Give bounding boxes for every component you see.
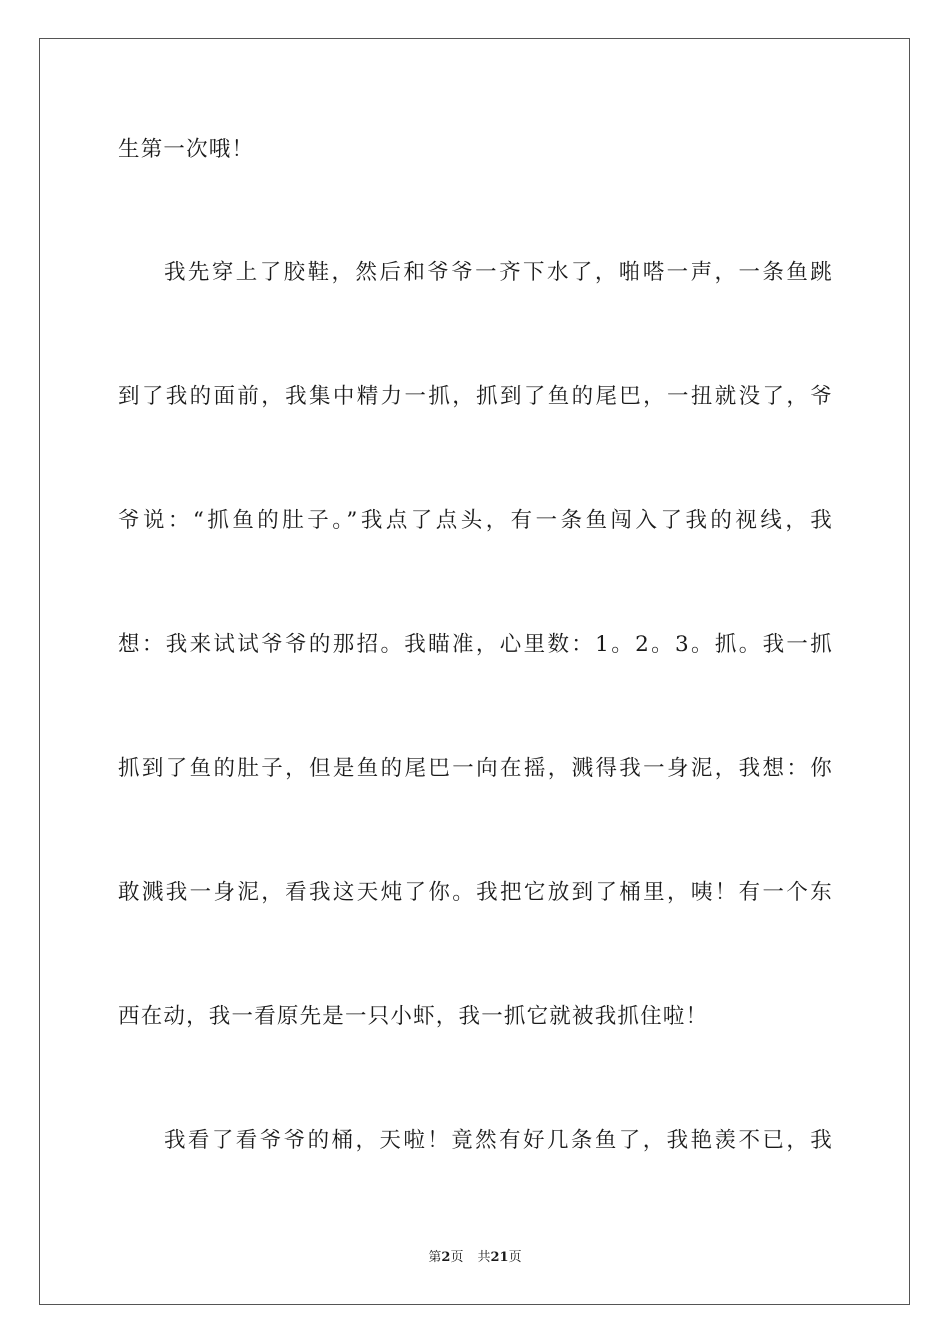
- total-suffix: 页: [508, 1250, 522, 1265]
- text-line-1: 生第一次哦！: [118, 137, 255, 162]
- text-line-3: 到了我的面前，我集中精力一抓，抓到了鱼的尾巴，一扭就没了，爷: [118, 384, 833, 409]
- text-line-7: 敢溅我一身泥，看我这天炖了你。我把它放到了桶里，咦！有一个东: [118, 880, 833, 905]
- page-footer: [0, 1246, 950, 1265]
- page-suffix: 页: [450, 1250, 464, 1265]
- text-line-5: 想：我来试试爷爷的那招。我瞄准，心里数：1。2。3。抓。我一抓: [118, 632, 833, 657]
- text-line-9: 我看了看爷爷的桶，天啦！竟然有好几条鱼了，我艳羡不已，我: [164, 1128, 833, 1153]
- page-prefix: 第: [428, 1250, 442, 1265]
- page-border: [39, 38, 910, 1305]
- text-line-6: 抓到了鱼的肚子，但是鱼的尾巴一向在摇，溅得我一身泥，我想：你: [118, 756, 833, 781]
- text-line-2: 我先穿上了胶鞋，然后和爷爷一齐下水了，啪嗒一声，一条鱼跳: [164, 260, 833, 285]
- text-line-8: 西在动，我一看原先是一只小虾，我一抓它就被我抓住啦！: [118, 1004, 709, 1029]
- page-current: 2: [441, 1250, 451, 1265]
- text-line-4: 爷说：“抓鱼的肚子。”我点了点头，有一条鱼闯入了我的视线，我: [118, 508, 833, 533]
- page-total: 21: [490, 1250, 509, 1265]
- total-prefix: 共: [477, 1250, 491, 1265]
